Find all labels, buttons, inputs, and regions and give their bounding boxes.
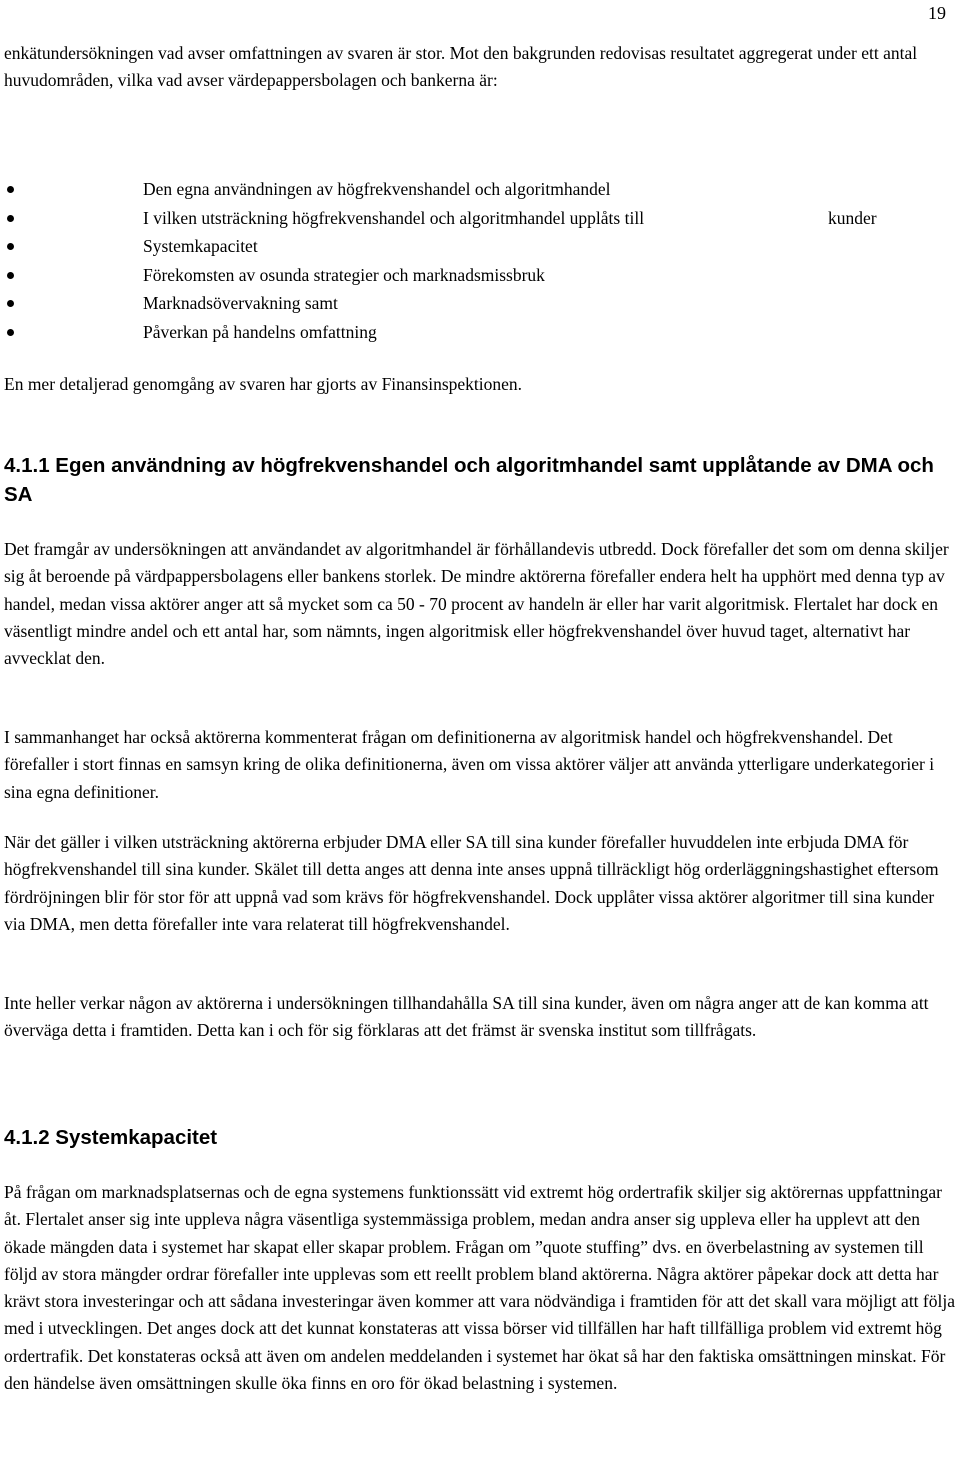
list-item	[0, 232, 960, 261]
section-4-1-1-paragraph: Det framgår av undersökningen att användandet av algoritmhandel är förhållandevis utbredd. Dock förefaller det som om denna skiljer sig åt beroende på värdpappersbolagens eller bankens storlek. De mindre aktörerna förefaller endera helt ha upphört med denna typ av handel, medan vissa aktörer anger att så mycket som ca 50 - 70 procent av handeln är eller har varit algoritmisk. Flertalet har dock en väsentligt mindre andel och ett antal har, som nämnts, ingen algoritmisk eller högfrekvenshandel över huvud taget, alternativt har avvecklat den.	[4, 539, 949, 669]
page-number: 19	[928, 3, 946, 23]
list-item-text: Marknadsövervakning samt	[143, 293, 338, 314]
bullet-icon	[7, 329, 14, 336]
list-item-text: Påverkan på handelns omfattning	[143, 321, 377, 342]
intro-paragraph: enkätundersökningen vad avser omfattningen av svaren är stor. Mot den bakgrunden redovisas resultatet aggregerat under ett antal huvudområden, vilka vad avser värdepappersbolagen och bankerna är:	[4, 43, 918, 91]
list-item	[0, 289, 960, 318]
bullet-icon	[7, 243, 14, 250]
section-4-1-1-paragraph: I sammanhanget har också aktörerna kommenterat frågan om definitionerna av algoritmisk handel och högfrekvenshandel. Det förefaller i stort finnas en samsyn kring de olika definitionerna, även om vissa aktörer väljer att använda ytterligare underkategorier i sina egna definitioner.	[4, 727, 935, 802]
section-4-1-1-paragraph: Inte heller verkar någon av aktörerna i undersökningen tillhandahålla SA till sina kunder, även om några anger att de kan komma att överväga detta i framtiden. Detta kan i och för sig förklaras att det främst är svenska institut som tillfrågats.	[4, 993, 929, 1041]
list-item	[0, 318, 960, 347]
list-item-text: Förekomsten av osunda strategier och marknadsmissbruk	[143, 264, 545, 285]
list-item	[0, 175, 960, 204]
list-item-text: I vilken utsträckning högfrekvenshandel och algoritmhandel upplåts till	[143, 207, 645, 228]
bullet-icon	[7, 300, 14, 307]
list-item-tail: kunder	[828, 207, 877, 228]
list-item-text: Den egna användningen av högfrekvenshandel och algoritmhandel	[143, 179, 611, 199]
bullet-icon	[7, 215, 14, 222]
list-item	[0, 261, 960, 290]
bullet-list	[0, 175, 960, 347]
bullet-icon	[7, 272, 14, 279]
detail-note: En mer detaljerad genomgång av svaren har gjorts av Finansinspektionen.	[4, 374, 523, 394]
list-item-text: Systemkapacitet	[143, 236, 258, 257]
list-item	[0, 204, 960, 233]
bullet-icon	[7, 186, 14, 193]
section-heading-4-1-2: 4.1.2 Systemkapacitet	[4, 1126, 218, 1149]
section-4-1-2-paragraph: På frågan om marknadsplatsernas och de egna systemens funktionssätt vid extremt hög ordertrafik skiljer sig aktörernas uppfattningar åt. Flertalet anser sig inte uppleva några väsentliga systemmässiga problem, medan andra anser sig uppleva eller ha upplevt att den ökade mängden data i systemet har skapat eller skapar problem. Frågan om ”quote stuffing” dvs. en överbelastning av systemen till följd av stora mängder ordrar förefaller inte upplevas som ett reellt problem bland aktörerna. Några aktörer påpekar dock att detta har krävt stora investeringar och att sådana investeringar även kommer att vara nödvändiga i framtiden för att det skall vara möjligt att följa med i utvecklingen. Det anges dock att det kunnat konstateras att vissa börser vid tillfällen har haft tillfälliga problem vid extremt hög ordertrafik. Det konstateras också att även om andelen meddelanden i systemet har ökat så har den faktiska omsättningen minskat. För den händelse även omsättningen skulle öka finns en oro för ökad belastning i systemen.	[4, 1182, 955, 1394]
section-heading-4-1-1: 4.1.1 Egen användning av högfrekvenshandel och algoritmhandel samt upplåtande av DMA och SA	[4, 454, 934, 506]
section-4-1-1-paragraph: När det gäller i vilken utsträckning aktörerna erbjuder DMA eller SA till sina kunder förefaller huvuddelen inte erbjuda DMA för högfrekvenshandel till sina kunder. Skälet till detta anges att denna inte anses uppnå tillräckligt hög orderläggningshastighet eftersom fördröjningen blir för stor för att uppnå vad som krävs för högfrekvenshandel. Dock upplåter vissa aktörer algoritmer till sina kunder via DMA, men detta förefaller inte vara relaterat till högfrekvenshandel.	[4, 832, 939, 934]
